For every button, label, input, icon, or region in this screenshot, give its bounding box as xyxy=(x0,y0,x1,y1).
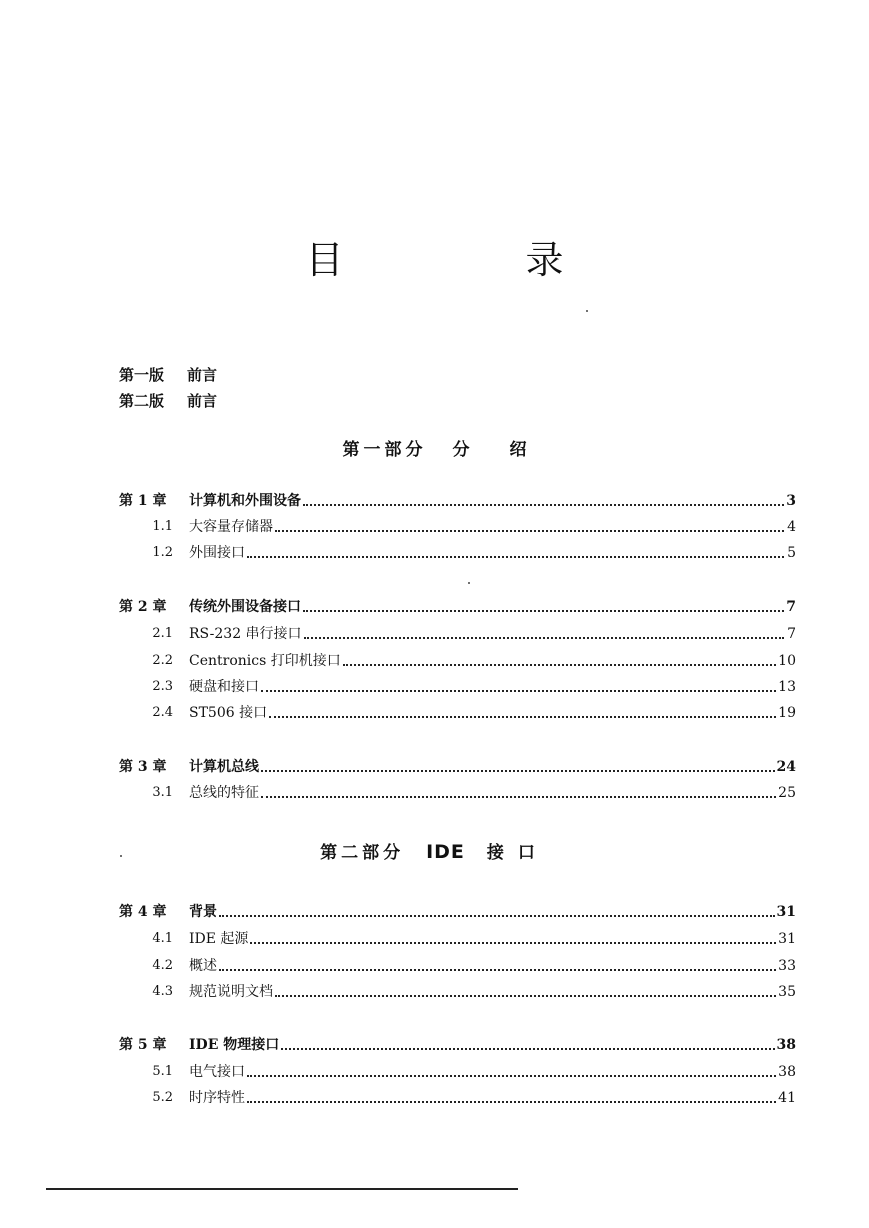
section-number: 5.1 xyxy=(152,1064,173,1079)
section-title: 概述 xyxy=(189,958,217,974)
section-number: 2.3 xyxy=(152,679,173,694)
part-two-prefix: 第二部分 xyxy=(320,843,405,863)
section-number: 3.1 xyxy=(152,785,173,800)
preface-version: 第一版 xyxy=(119,366,165,384)
section-title: ST506 接口 xyxy=(189,705,268,721)
part-two-ide: IDE xyxy=(426,841,465,863)
chapter-number: 第 2 章 xyxy=(119,599,167,615)
page-number: 38 xyxy=(778,1064,796,1080)
toc-chapter-4[interactable] xyxy=(119,901,796,921)
toc-section-2-2[interactable] xyxy=(119,650,796,670)
preface-label: 前言 xyxy=(187,392,218,410)
section-title: IDE 起源 xyxy=(189,931,249,947)
chapter-number: 第 5 章 xyxy=(119,1037,167,1053)
page-number: 4 xyxy=(787,519,796,535)
toc-section-2-4[interactable] xyxy=(119,702,796,722)
dot-leader xyxy=(247,554,784,558)
scan-speck xyxy=(120,855,122,857)
page-number: 33 xyxy=(778,958,796,974)
dot-leader xyxy=(303,502,784,506)
dot-leader xyxy=(261,794,776,798)
toc-section-4-1[interactable] xyxy=(119,928,796,948)
scan-speck xyxy=(468,582,470,584)
dot-leader xyxy=(303,608,784,612)
chapter-title: 计算机和外围设备 xyxy=(189,493,301,509)
page-bottom-rule xyxy=(46,1188,518,1190)
part-one-heading xyxy=(0,438,869,462)
toc-chapter-3[interactable] xyxy=(119,756,796,776)
dot-leader xyxy=(275,528,784,532)
section-title: 大容量存储器 xyxy=(189,519,273,535)
part-one-prefix: 第一部分 xyxy=(342,440,427,460)
page-number: 10 xyxy=(778,653,796,669)
page-number: 31 xyxy=(778,931,796,947)
chapter-number: 第 3 章 xyxy=(119,759,167,775)
scan-speck xyxy=(586,310,588,312)
toc-section-1-2[interactable] xyxy=(119,542,796,562)
dot-leader xyxy=(343,662,776,666)
part-two-word: 接口 xyxy=(486,843,549,863)
preface-first-edition[interactable] xyxy=(119,365,217,385)
toc-section-1-1[interactable] xyxy=(119,516,796,536)
section-number: 4.1 xyxy=(152,931,173,946)
dot-leader xyxy=(304,635,784,639)
page-number: 19 xyxy=(778,705,796,721)
page-number: 24 xyxy=(776,759,796,775)
section-title: Centronics 打印机接口 xyxy=(189,653,341,669)
section-title: 电气接口 xyxy=(189,1064,245,1080)
page-number: 25 xyxy=(778,785,796,801)
chapter-title: 传统外围设备接口 xyxy=(189,599,301,615)
chapter-number: 第 4 章 xyxy=(119,904,167,920)
toc-section-4-3[interactable] xyxy=(119,981,796,1001)
section-title: 时序特性 xyxy=(189,1090,245,1106)
toc-chapter-2[interactable] xyxy=(119,596,796,616)
dot-leader xyxy=(247,1073,776,1077)
page-number: 35 xyxy=(778,984,796,1000)
toc-section-2-3[interactable] xyxy=(119,676,796,696)
part-two-heading xyxy=(0,840,869,865)
page-title: 目 录 xyxy=(305,238,636,282)
page-number: 41 xyxy=(778,1090,796,1106)
preface-second-edition[interactable] xyxy=(119,391,217,411)
toc-section-2-1[interactable] xyxy=(119,623,796,643)
section-number: 1.1 xyxy=(152,519,173,534)
section-number: 4.3 xyxy=(152,984,173,999)
section-number: 2.4 xyxy=(152,705,173,720)
part-one-word1: 分 xyxy=(452,440,470,460)
section-number: 2.2 xyxy=(152,653,173,668)
dot-leader xyxy=(219,913,775,917)
section-title: 总线的特征 xyxy=(189,785,259,801)
section-title: 外围接口 xyxy=(189,545,245,561)
toc-section-5-2[interactable] xyxy=(119,1087,796,1107)
chapter-title: 计算机总线 xyxy=(189,759,259,775)
page-number: 7 xyxy=(787,626,796,642)
dot-leader xyxy=(275,993,776,997)
section-number: 1.2 xyxy=(152,545,173,560)
section-number: 5.2 xyxy=(152,1090,173,1105)
chapter-title: IDE 物理接口 xyxy=(189,1037,280,1053)
page-number: 7 xyxy=(786,599,796,615)
section-number: 2.1 xyxy=(152,626,173,641)
page-number: 38 xyxy=(776,1037,796,1053)
section-title: 规范说明文档 xyxy=(189,984,273,1000)
dot-leader xyxy=(250,940,776,944)
toc-chapter-5[interactable] xyxy=(119,1034,796,1054)
chapter-title: 背景 xyxy=(189,904,217,920)
page-number: 13 xyxy=(778,679,796,695)
toc-section-4-2[interactable] xyxy=(119,955,796,975)
dot-leader xyxy=(261,688,776,692)
preface-version: 第二版 xyxy=(119,392,165,410)
page-number: 3 xyxy=(786,493,796,509)
part-one-word2: 绍 xyxy=(509,440,527,460)
dot-leader xyxy=(247,1099,776,1103)
toc-chapter-1[interactable] xyxy=(119,490,796,510)
dot-leader xyxy=(219,967,776,971)
page-number: 5 xyxy=(787,545,796,561)
dot-leader xyxy=(269,714,776,718)
page-number: 31 xyxy=(776,904,796,920)
preface-label: 前言 xyxy=(187,366,218,384)
toc-section-5-1[interactable] xyxy=(119,1061,796,1081)
dot-leader xyxy=(261,768,775,772)
dot-leader xyxy=(281,1046,774,1050)
chapter-number: 第 1 章 xyxy=(119,493,167,509)
toc-section-3-1[interactable] xyxy=(119,782,796,802)
section-number: 4.2 xyxy=(152,958,173,973)
section-title: RS-232 串行接口 xyxy=(189,626,302,642)
section-title: 硬盘和接口 xyxy=(189,679,259,695)
